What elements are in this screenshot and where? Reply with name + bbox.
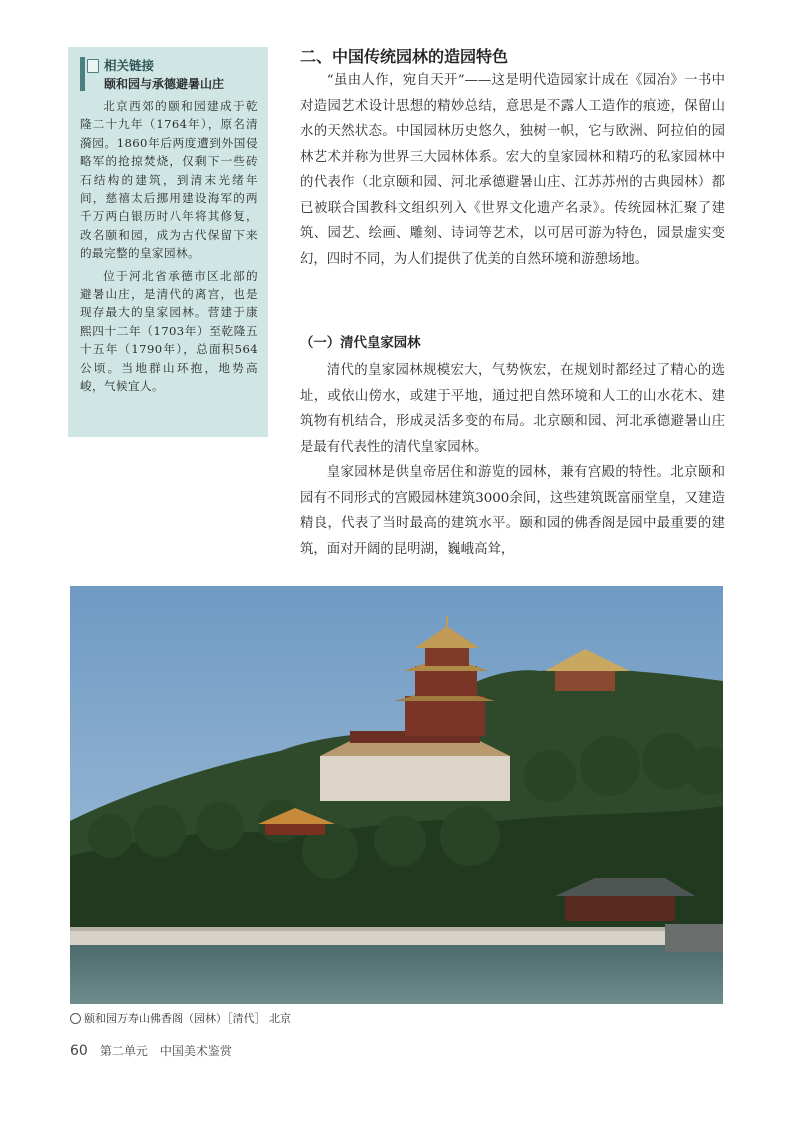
unit-label: 第二单元: [99, 1044, 148, 1058]
book-title: 中国美术鉴赏: [159, 1044, 232, 1058]
royal-garden-text: [300, 358, 725, 562]
caption-text: 颐和园万寿山佛香阁（园林）［清代］ 北京: [84, 1012, 291, 1025]
related-link-subtitle: 颐和园与承德避暑山庄: [104, 77, 225, 91]
body-paragraph: 清代的皇家园林规模宏大，气势恢宏，在规划时都经过了精心的选址，或依山傍水，或建于平地，通过把自然环境和人工的山水花木、建筑物有机结合，形成灵活多变的布局。北京颐和园、河北承德避暑山庄是最有代表性的清代皇家园林。: [300, 363, 725, 455]
related-link-title: 相关链接: [104, 58, 155, 73]
book-icon: [80, 57, 98, 91]
body-paragraph: 皇家园林是供皇帝居住和游览的园林，兼有宫殿的特性。北京颐和园有不同形式的宫殿园林建筑3000余间，这些建筑既富丽堂皇，又建造精良，代表了当时最高的建筑水平。颐和园的佛香阁是园中最重要的建筑，面对开阔的昆明湖，巍峨高耸，: [300, 465, 725, 557]
related-link-box: [68, 47, 268, 437]
caption-marker-icon: [70, 1013, 81, 1024]
intro-text: [300, 68, 725, 272]
summer-palace-photo: [70, 586, 723, 1004]
body-paragraph: “虽由人作，宛自天开”——这是明代造园家计成在《园冶》一书中对造园艺术设计思想的精妙总结，意思是不露人工造作的痕迹，保留山水的天然状态。中国园林历史悠久，独树一帜，它与欧洲、阿拉伯的园林艺术并称为世界三大园林体系。宏大的皇家园林和精巧的私家园林中的代表作（北京颐和园、河北承德避暑山庄、江苏苏州的古典园林）都已被联合国教科文组织列入《世界文化遗产名录》。传统园林汇聚了建筑、园艺、绘画、雕刻、诗词等艺术，以可居可游为特色，园景虚实变幻，四时不同，为人们提供了优美的自然环境和游憩场地。: [300, 73, 725, 267]
page-number: 60: [70, 1043, 88, 1059]
sidebar-paragraph: 北京西郊的颐和园建成于乾隆二十九年（1764年），原名清漪园。1860年后两度遭到外国侵略军的抢掠焚烧，仅剩下一些砖石结构的建筑，到清末光绪年间，慈禧太后挪用建设海军的两千万两白银历时八年将其修复，改名颐和园，成为古代保留下来的最完整的皇家园林。: [80, 99, 258, 261]
subsection-title: （一）清代皇家园林: [300, 336, 421, 351]
section-title: 二、中国传统园林的造园特色: [300, 47, 509, 66]
photo-caption: [70, 1010, 291, 1026]
sidebar-paragraph: 位于河北省承德市区北部的避暑山庄，是清代的离宫，也是现存最大的皇家园林。营建于康熙四十二年（1703年）至乾隆五十五年（1790年），总面积564公顷。当地群山环抱，地势高峻，气候宜人。: [80, 268, 258, 394]
photo-illustration: [70, 586, 723, 1004]
related-link-header: [80, 57, 258, 93]
page-footer: [70, 1042, 232, 1059]
